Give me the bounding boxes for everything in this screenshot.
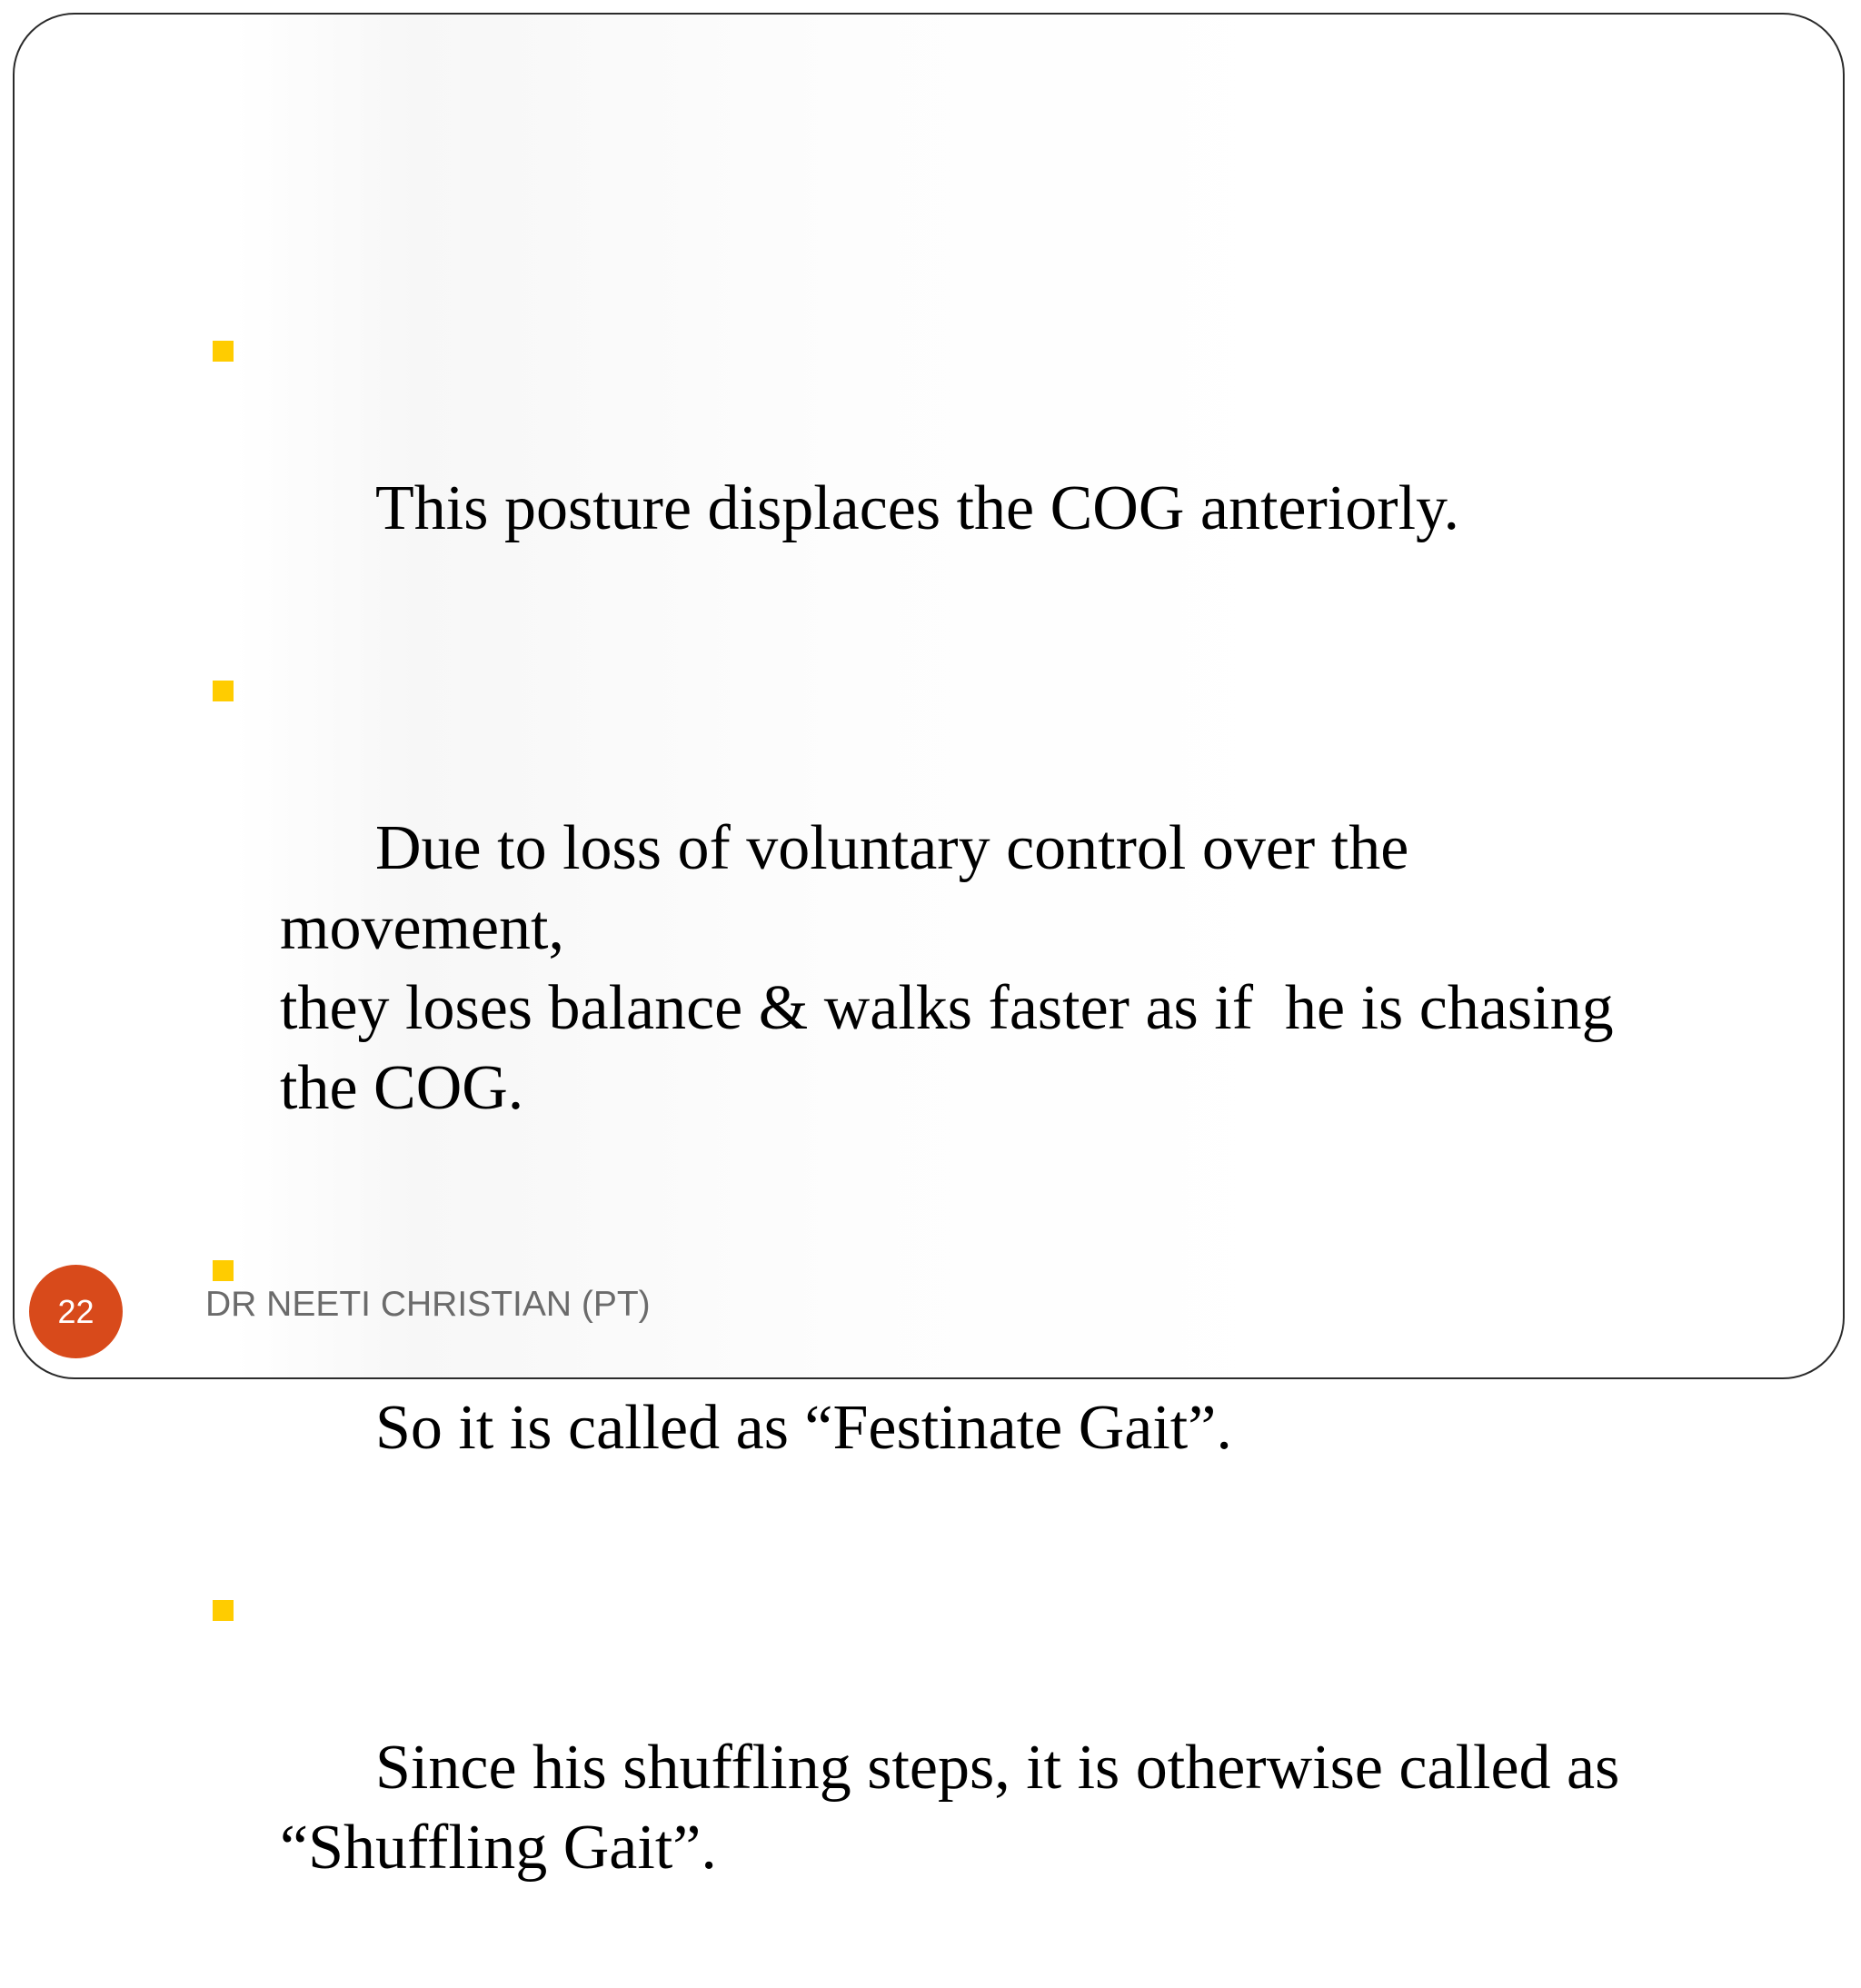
bullet-text: This posture displaces the COG anteriorly. [375,473,1459,543]
square-bullet-icon [213,1600,234,1621]
square-bullet-icon [213,341,234,362]
bullet-item [207,309,1716,629]
bullet-item [207,1568,1716,1968]
square-bullet-icon [213,1260,234,1281]
bullet-text: Since his shuffling steps, it is otherwise called as “Shuffling Gait”. [280,1733,1620,1883]
bullet-item [207,649,1716,1208]
bullet-list [207,309,1716,1988]
square-bullet-icon [213,681,234,701]
page-number-badge: 22 [29,1265,123,1358]
bullet-text: Due to loss of voluntary control over the movement, they loses balance & walks faster as if he is chasing the COG. [280,813,1614,1123]
bullet-text: So it is called as “Festinate Gait”. [375,1393,1232,1463]
bullet-item [207,1228,1716,1548]
footer-author: DR NEETI CHRISTIAN (PT) [205,1285,651,1324]
